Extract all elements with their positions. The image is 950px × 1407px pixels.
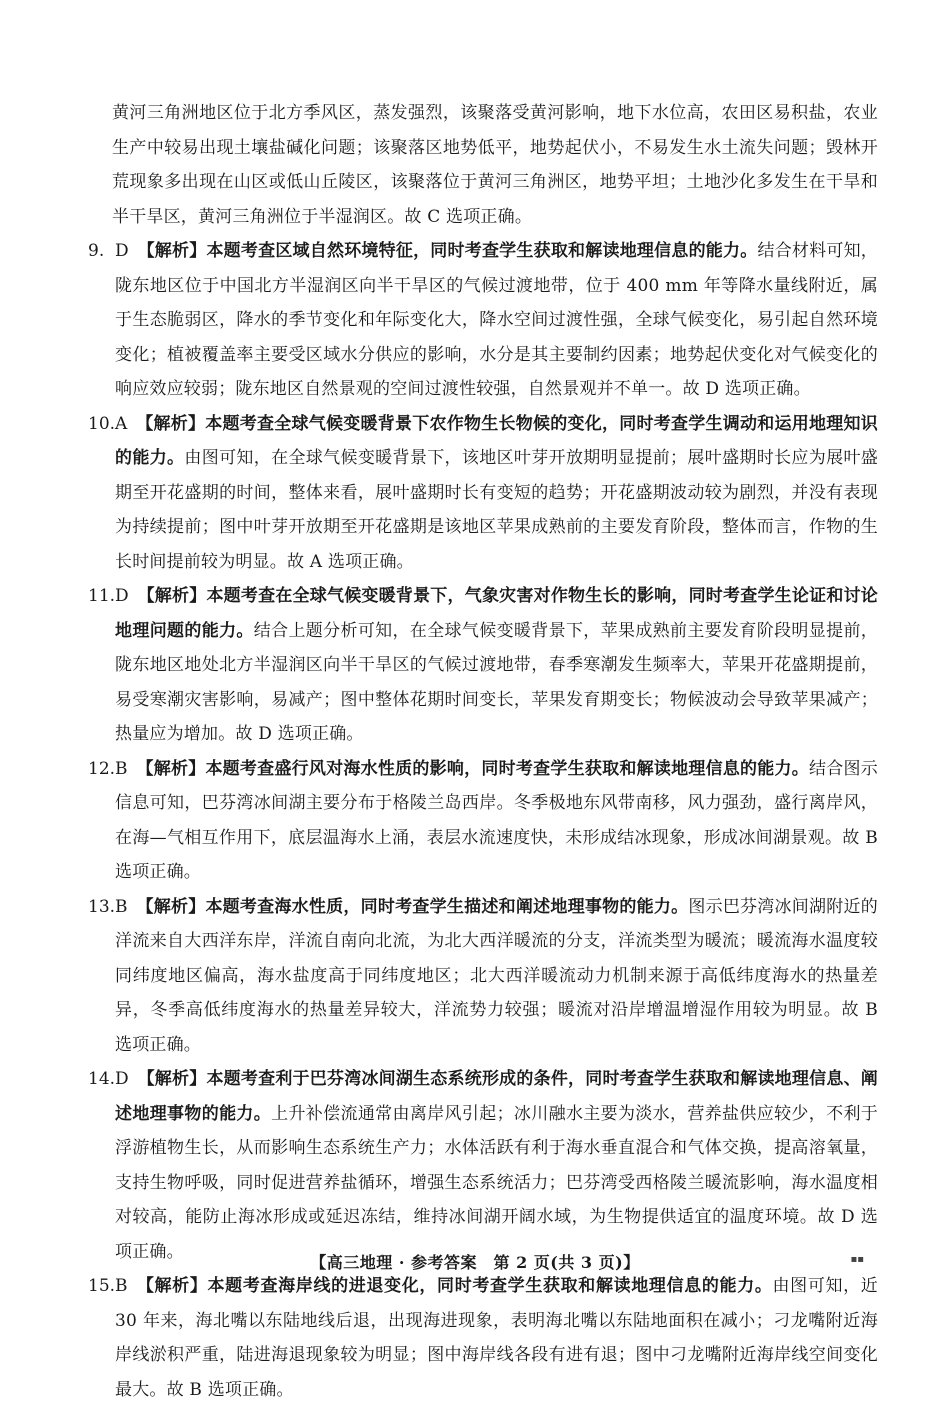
answer-item: [88, 890, 878, 1063]
answer-letter: A: [115, 413, 128, 434]
answer-body: [115, 752, 878, 890]
answer-body: [115, 407, 878, 580]
answer-item: [88, 579, 878, 752]
answer-item: [88, 1269, 878, 1407]
answer-body: [115, 579, 878, 752]
explanation-text: 结合材料可知，陇东地区位于中国北方半湿润区向半干旱区的气候过渡地带，位于 400 mm 年等降水量线附近，属于生态脆弱区，降水的季节变化和年际变化大，降水空间过渡性强，全球气候变化，易引起自然环境变化；植被覆盖率主要受区域水分供应的影响，水分是其主要制约因素；地势起伏变化对气候变化的响应效应较弱；陇东地区自然景观的空间过渡性较强，自然景观并不单一。故 D 选项正确。: [115, 241, 878, 399]
analysis-tag: 【解析】: [136, 413, 206, 434]
explanation-text: 由图可知，在全球气候变暖背景下，该地区叶芽开放期明显提前；展叶盛期时长应为展叶盛期至开花盛期的时间，整体来看，展叶盛期时长有变短的趋势；开花盛期波动较为剧烈，并没有表现为持续提前；图中叶芽开放期至开花盛期是该地区苹果成熟前的主要发育阶段，整体而言，作物的生长时间提前较为明显。故 A 选项正确。: [115, 448, 879, 572]
analysis-tag: 【解析】: [137, 586, 207, 606]
answer-body: [115, 1062, 878, 1269]
question-number: 11.: [88, 586, 116, 606]
answer-letter: D: [115, 1069, 129, 1089]
explanation-text: 结合上题分析可知，在全球气候变暖背景下，苹果成熟前主要发育阶段明显提前，陇东地区地处北方半湿润区向半干旱区的气候过渡地带，春季寒潮发生频率大，苹果开花盛期提前，易受寒潮灾害影响，易减产；图中整体花期时间变长，苹果发育期变长；物候波动会导致苹果减产；热量应为增加。故 D 选项正确。: [115, 620, 879, 744]
question-number: 12.: [88, 758, 116, 779]
assessment-focus: 本题考查全球气候变暖背景下农作物生长物候的变化，同时考查学生调动和运用地理知识的能力。: [115, 413, 878, 468]
analysis-tag: 【解析】: [136, 896, 206, 917]
answer-body: [115, 234, 878, 407]
explanation-text: 图示巴芬湾冰间湖附近的洋流来自大西洋东岸，洋流自南向北流，为北大西洋暖流的分支，洋流类型为暖流；暖流海水温度较同纬度地区偏高，海水盐度高于同纬度地区；北大西洋暖流动力机制来源于高低纬度海水的热量差异，冬季高低纬度海水的热量差异较大，洋流势力较强；暖流对沿岸增温增湿作用较为明显。故 B 选项正确。: [115, 896, 878, 1055]
answer-letter: D: [115, 586, 129, 606]
analysis-tag: 【解析】: [137, 241, 207, 261]
explanation-text: 由图可知，近 30 年来，海北嘴以东陆地线后退，出现海进现象，表明海北嘴以东陆地面积在减小；刁龙嘴附近海岸线淤积严重，陆进海退现象较为明显；图中海岸线各段有进有退；图中刁龙嘴附近海岸线空间变化最大。故 B 选项正确。: [115, 1276, 878, 1400]
explanation-text: 上升补偿流通常由离岸风引起；冰川融水主要为淡水，营养盐供应较少，不利于浮游植物生长，从而影响生态系统生产力；水体活跃有利于海水垂直混合和气体交换，提高溶氧量，支持生物呼吸，同时促进营养盐循环，增强生态系统活力；巴芬湾受西格陵兰暖流影响，海水温度相对较高，能防止海冰形成或延迟冻结，维持冰间湖开阔水域，为生物提供适宜的温度环境。故 D 选项正确。: [115, 1103, 879, 1262]
answer-body: [115, 890, 878, 1063]
answer-letter: B: [115, 1276, 128, 1296]
answer-body: [115, 1269, 878, 1407]
analysis-tag: 【解析】: [136, 758, 206, 779]
answer-letter: D: [115, 241, 129, 261]
answer-item: [88, 752, 878, 890]
analysis-tag: 【解析】: [137, 1069, 207, 1089]
page-footer: 【高三地理 · 参考答案 第 2 页(共 3 页)】: [310, 1253, 640, 1272]
assessment-focus: 本题考查海水性质，同时考查学生描述和阐述地理事物的能力。: [205, 896, 689, 917]
assessment-focus: 本题考查在全球气候变暖背景下，气象灾害对作物生长的影响，同时考查学生论证和讨论地理问题的能力。: [115, 586, 878, 641]
question-number: 15.: [88, 1276, 116, 1296]
answer-item: [88, 1062, 878, 1269]
assessment-focus: 本题考查利于巴芬湾冰间湖生态系统形成的条件，同时考查学生获取和解读地理信息、阐述地理事物的能力。: [115, 1069, 878, 1124]
assessment-focus: 本题考查盛行风对海水性质的影响，同时考查学生获取和解读地理信息的能力。: [205, 758, 810, 779]
question-number: 13.: [88, 896, 116, 917]
analysis-tag: 【解析】: [136, 1276, 208, 1296]
question-number: 10.: [88, 413, 116, 434]
continued-explanation: 黄河三角洲地区位于北方季风区，蒸发强烈，该聚落受黄河影响，地下水位高，农田区易积盐，农业生产中较易出现土壤盐碱化问题；该聚落区地势低平，地势起伏小，不易发生水土流失问题；毁林开荒现象多出现在山区或低山丘陵区，该聚落位于黄河三角洲区，地势平坦；土地沙化多发生在干旱和半干旱区，黄河三角洲位于半湿润区。故 C 选项正确。: [112, 103, 878, 227]
explanation-text: 结合图示信息可知，巴芬湾冰间湖主要分布于格陵兰岛西岸。冬季极地东风带南移，风力强劲，盛行离岸风，在海—气相互作用下，底层温海水上涌，表层水流速度快，未形成结冰现象，形成冰间湖景观。故 B 选项正确。: [115, 758, 878, 882]
answer-letter: B: [115, 896, 128, 917]
assessment-focus: 本题考查海岸线的进退变化，同时考查学生获取和解读地理信息的能力。: [207, 1276, 773, 1296]
answer-item: [88, 407, 878, 580]
question-number: 14.: [88, 1069, 116, 1089]
corner-mark: ▪▪: [850, 1254, 864, 1265]
answer-list: [88, 234, 878, 1407]
answer-item: [88, 234, 878, 407]
question-number: 9.: [88, 241, 105, 261]
answer-letter: B: [115, 758, 128, 779]
assessment-focus: 本题考查区域自然环境特征，同时考查学生获取和解读地理信息的能力。: [206, 241, 758, 261]
answer-content: [88, 96, 878, 1407]
